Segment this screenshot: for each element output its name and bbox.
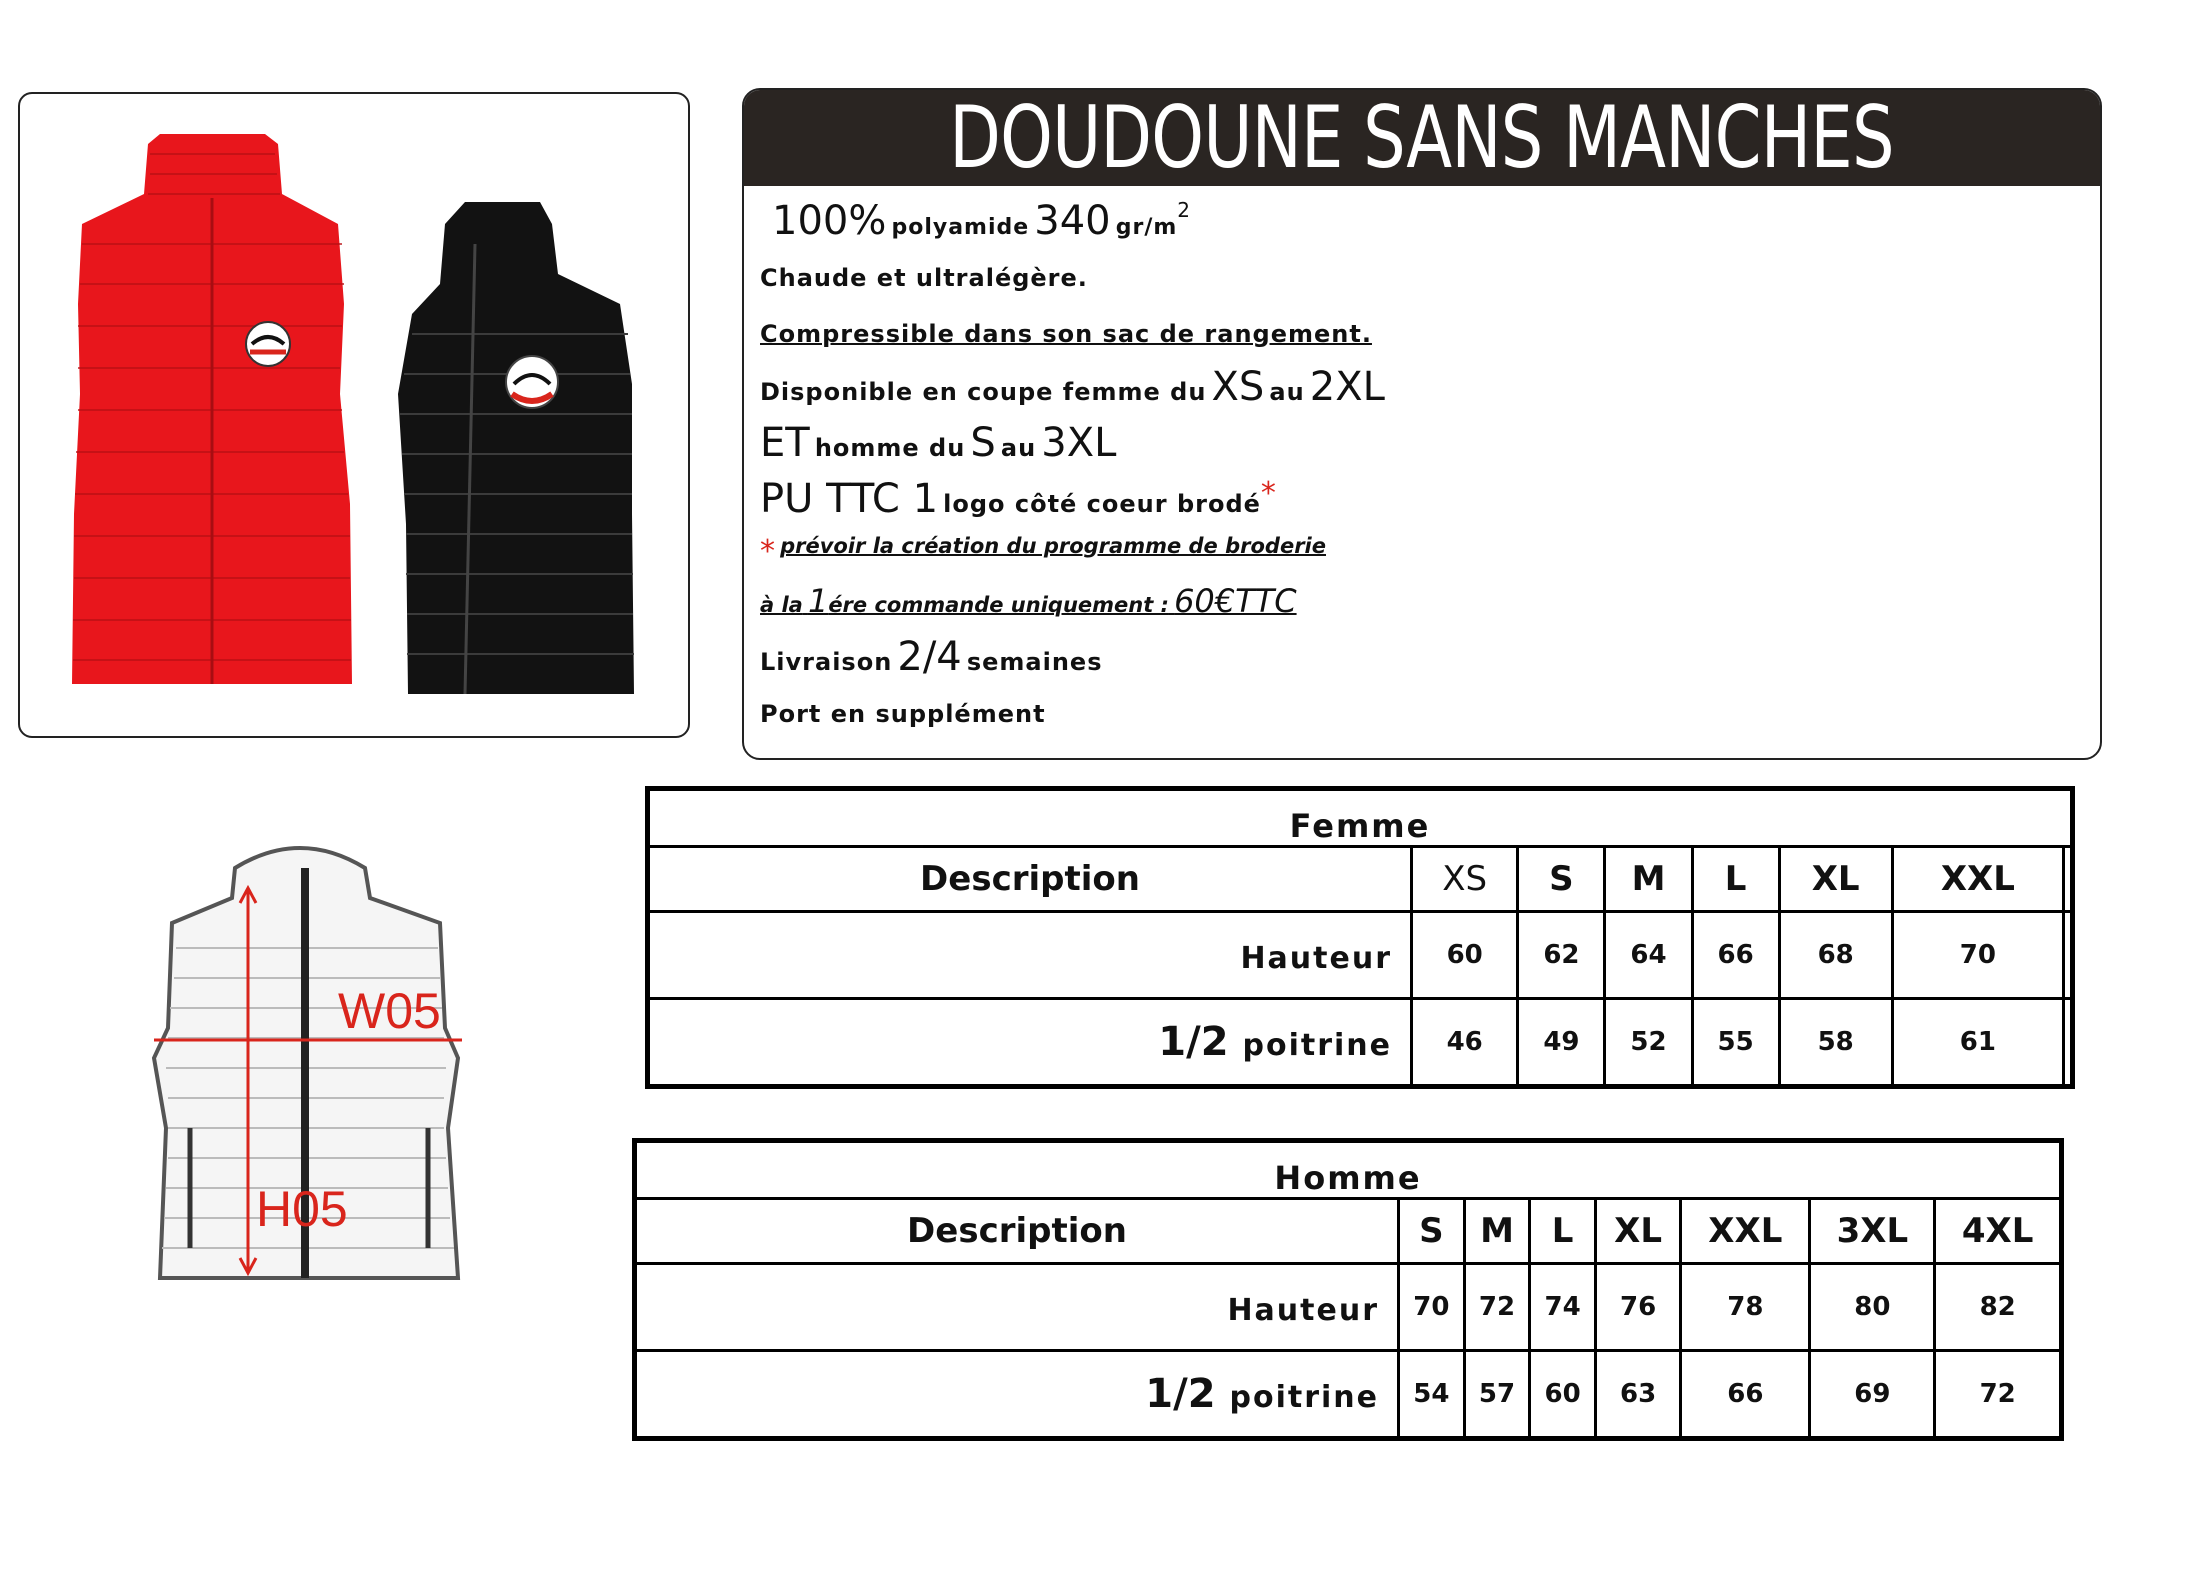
homme-value-cell: 63 — [1595, 1351, 1680, 1439]
femme-size-header: XL — [1779, 847, 1892, 912]
homme-description-header: Description — [635, 1199, 1399, 1264]
homme-size-header: M — [1464, 1199, 1530, 1264]
feature-material: 100% polyamide 340 gr/m2 — [772, 198, 1191, 244]
femme-value-cell: 52 — [1605, 999, 1692, 1087]
femme-value-cell: 55 — [1692, 999, 1779, 1087]
femme-value-cell: 46 — [1412, 999, 1518, 1087]
width-label: W05 — [338, 983, 441, 1039]
feature-note-line1: * prévoir la création du programme de broderie — [760, 534, 1326, 569]
femme-value-cell: 66 — [1692, 912, 1779, 999]
femme-table-caption: Femme — [648, 789, 2073, 847]
femme-value-cell: 60 — [1412, 912, 1518, 999]
femme-value-cell — [2064, 912, 2073, 999]
feature-delivery: Livraison 2/4 semaines — [760, 634, 1103, 680]
height-label: H05 — [256, 1181, 348, 1237]
product-info-panel — [742, 88, 2102, 760]
homme-value-cell: 80 — [1810, 1264, 1935, 1351]
homme-size-header: XXL — [1681, 1199, 1810, 1264]
homme-value-cell: 78 — [1681, 1264, 1810, 1351]
feature-price: PU TTC 1 logo côté coeur brodé* — [760, 476, 1276, 522]
homme-value-cell: 72 — [1935, 1351, 2062, 1439]
feature-shipping: Port en supplément — [760, 700, 1046, 728]
femme-description-header: Description — [648, 847, 1412, 912]
femme-value-cell: 58 — [1779, 999, 1892, 1087]
homme-value-cell: 72 — [1464, 1264, 1530, 1351]
femme-size-header — [2064, 847, 2073, 912]
femme-size-header: XXL — [1892, 847, 2063, 912]
product-photo-panel — [18, 92, 690, 738]
feature-warm: Chaude et ultralégère. — [760, 264, 1088, 292]
homme-size-table — [632, 1138, 2064, 1441]
femme-value-cell — [2064, 999, 2073, 1087]
femme-value-cell: 64 — [1605, 912, 1692, 999]
homme-value-cell: 54 — [1399, 1351, 1465, 1439]
femme-size-header: XS — [1412, 847, 1518, 912]
red-vest-image — [72, 134, 352, 684]
homme-size-header: L — [1530, 1199, 1596, 1264]
homme-poitrine-label: 1/2 poitrine — [635, 1351, 1399, 1439]
asterisk: * — [1260, 476, 1276, 511]
femme-value-cell: 49 — [1518, 999, 1605, 1087]
femme-size-header: L — [1692, 847, 1779, 912]
femme-hauteur-label: Hauteur — [648, 912, 1412, 999]
homme-size-header: 4XL — [1935, 1199, 2062, 1264]
homme-value-cell: 74 — [1530, 1264, 1596, 1351]
homme-value-cell: 57 — [1464, 1351, 1530, 1439]
vest-measurement-diagram — [140, 828, 480, 1298]
title-bar — [744, 90, 2100, 186]
homme-row-poitrine — [635, 1351, 2062, 1439]
femme-value-cell: 70 — [1892, 912, 2063, 999]
feature-note-line2: à la 1ére commande uniquement : 60€TTC — [760, 582, 1297, 620]
femme-row-hauteur — [648, 912, 2073, 999]
homme-value-cell: 70 — [1399, 1264, 1465, 1351]
homme-value-cell: 60 — [1530, 1351, 1596, 1439]
femme-value-cell: 61 — [1892, 999, 2063, 1087]
femme-poitrine-label: 1/2 poitrine — [648, 999, 1412, 1087]
homme-value-cell: 76 — [1595, 1264, 1680, 1351]
feature-male-sizes: ET homme du S au 3XL — [760, 420, 1117, 466]
feature-compressible: Compressible dans son sac de rangement. — [760, 320, 1372, 348]
homme-table-caption: Homme — [635, 1141, 2062, 1199]
homme-value-cell: 82 — [1935, 1264, 2062, 1351]
homme-value-cell: 69 — [1810, 1351, 1935, 1439]
feature-female-sizes: Disponible en coupe femme du XS au 2XL — [760, 364, 1385, 410]
homme-size-header: S — [1399, 1199, 1465, 1264]
femme-size-table — [645, 786, 2075, 1089]
femme-value-cell: 62 — [1518, 912, 1605, 999]
homme-hauteur-label: Hauteur — [635, 1264, 1399, 1351]
femme-value-cell: 68 — [1779, 912, 1892, 999]
femme-size-header: S — [1518, 847, 1605, 912]
black-vest-image — [398, 202, 634, 694]
homme-row-hauteur — [635, 1264, 2062, 1351]
product-photos — [20, 94, 688, 736]
homme-size-header: XL — [1595, 1199, 1680, 1264]
femme-row-poitrine — [648, 999, 2073, 1087]
femme-size-header: M — [1605, 847, 1692, 912]
homme-size-header: 3XL — [1810, 1199, 1935, 1264]
product-title: DOUDOUNE SANS MANCHES — [949, 88, 1895, 188]
homme-value-cell: 66 — [1681, 1351, 1810, 1439]
